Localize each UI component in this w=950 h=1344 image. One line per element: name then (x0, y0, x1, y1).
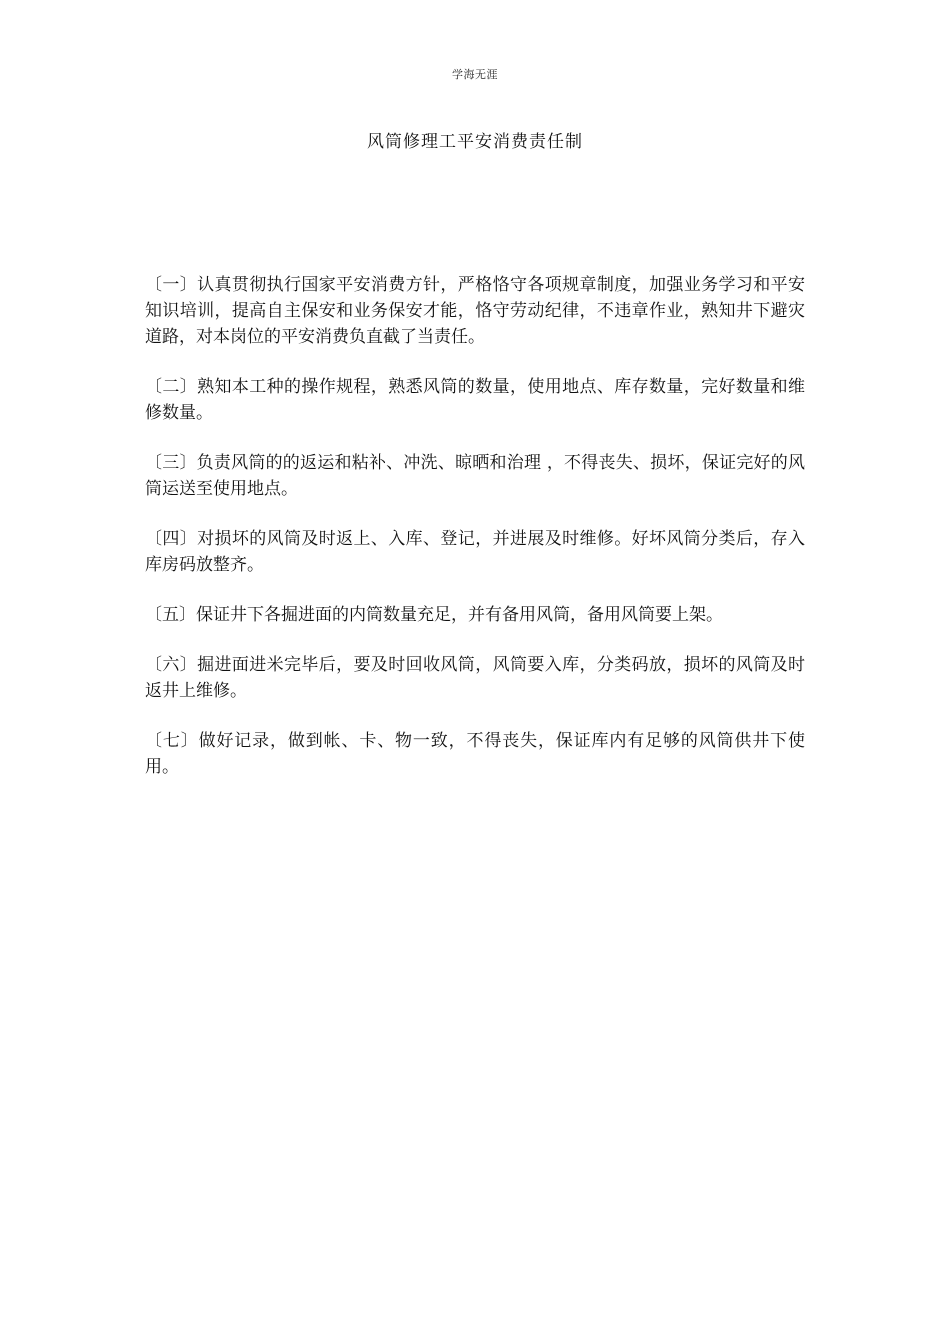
document-body (145, 272, 805, 804)
clause-1: 〔一〕认真贯彻执行国家平安消费方针，严格恪守各项规章制度，加强业务学习和平安知识培训，提高自主保安和业务保安才能，恪守劳动纪律，不违章作业，熟知井下避灾道路，对本岗位的平安消费负直截了当责任。 (145, 275, 805, 347)
clause-6: 〔六〕掘进面进米完毕后，要及时回收风筒，风筒要入库，分类码放，损坏的风筒及时返井上维修。 (145, 655, 805, 701)
page-header: 学海无涯 (452, 68, 498, 81)
clause-3: 〔三〕负责风筒的的返运和粘补、冲洗、晾晒和治理 ，不得丧失、损坏，保证完好的风筒运送至使用地点。 (145, 453, 805, 499)
clause-5: 〔五〕保证井下各掘进面的内筒数量充足，并有备用风筒，备用风筒要上架。 (145, 605, 723, 625)
clause-2: 〔二〕熟知本工种的操作规程，熟悉风筒的数量，使用地点、库存数量，完好数量和维修数量。 (145, 377, 805, 423)
document-title: 风筒修理工平安消费责任制 (367, 132, 583, 152)
clause-7: 〔七〕做好记录，做到帐、卡、物一致，不得丧失，保证库内有足够的风筒供井下使用。 (145, 731, 805, 777)
clause-4: 〔四〕对损坏的风筒及时返上、入库、登记，并进展及时维修。好坏风筒分类后，存入库房码放整齐。 (145, 529, 805, 575)
